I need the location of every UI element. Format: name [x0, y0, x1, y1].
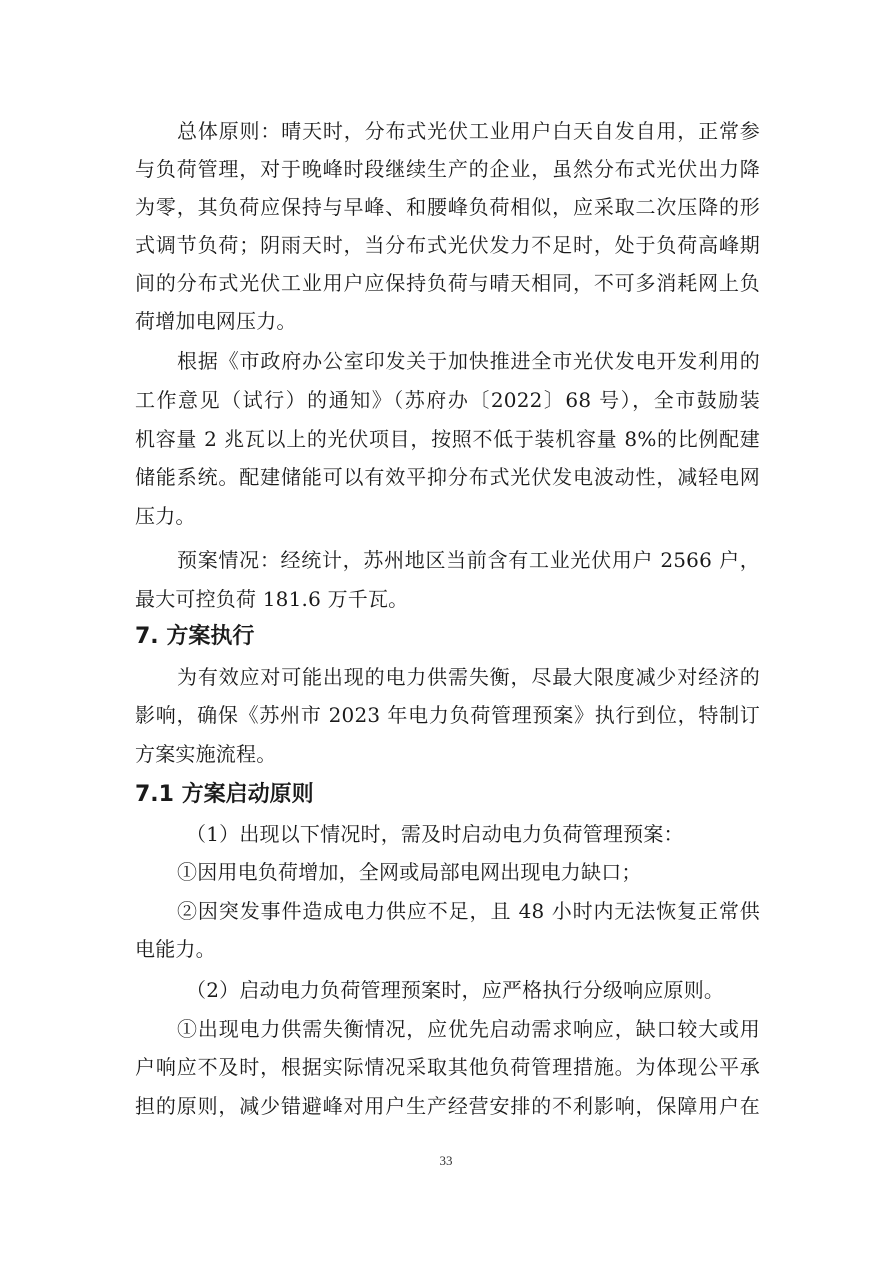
- text-line: 与负荷管理，对于晚峰时段继续生产的企业，虽然分布式光伏出力降: [135, 157, 760, 181]
- text-line: 式调节负荷；阴雨天时，当分布式光伏发力不足时，处于负荷高峰期: [135, 233, 760, 257]
- text-line: 户响应不及时，根据实际情况采取其他负荷管理措施。为体现公平承: [135, 1055, 760, 1079]
- text-line: 为零，其负荷应保持与早峰、和腰峰负荷相似，应采取二次压降的形: [135, 195, 760, 219]
- text-line: 方案实施流程。: [135, 742, 277, 766]
- text-line: 为有效应对可能出现的电力供需失衡，尽最大限度减少对经济的: [177, 665, 760, 689]
- text-line: 电能力。: [135, 937, 216, 961]
- list-item: ①出现电力供需失衡情况，应优先启动需求响应，缺口较大或用: [177, 1017, 760, 1041]
- text-line: 储能系统。配建储能可以有效平抑分布式光伏发电波动性，减轻电网: [135, 465, 760, 489]
- page-number: 33: [439, 1153, 453, 1168]
- section-heading: 7. 方案执行: [135, 624, 255, 649]
- text-line: 间的分布式光伏工业用户应保持负荷与晴天相同，不可多消耗网上负: [135, 271, 760, 295]
- list-item: （2）启动电力负荷管理预案时，应严格执行分级响应原则。: [186, 978, 725, 1002]
- text-line: 根据《市政府办公室印发关于加快推进全市光伏发电开发利用的: [177, 349, 760, 373]
- text-line: 荷增加电网压力。: [135, 309, 297, 333]
- text-line: 工作意见（试行）的通知》（苏府办〔2022〕68 号），全市鼓励装: [135, 388, 760, 412]
- text-line: 影响，确保《苏州市 2023 年电力负荷管理预案》执行到位，特制订: [135, 703, 760, 727]
- subsection-heading: 7.1 方案启动原则: [135, 782, 314, 807]
- list-item: ①因用电负荷增加，全网或局部电网出现电力缺口；: [177, 860, 642, 884]
- text-line: 担的原则，减少错避峰对用户生产经营安排的不利影响，保障用户在: [135, 1094, 760, 1118]
- text-line: 压力。: [135, 504, 196, 528]
- list-item: （1）出现以下情况时，需及时启动电力负荷管理预案：: [186, 822, 684, 846]
- list-item: ②因突发事件造成电力供应不足，且 48 小时内无法恢复正常供: [177, 899, 760, 923]
- text-line: 总体原则：晴天时，分布式光伏工业用户白天自发自用，正常参: [177, 119, 760, 143]
- text-line: 机容量 2 兆瓦以上的光伏项目，按照不低于装机容量 8%的比例配建: [135, 427, 760, 451]
- text-line: 预案情况：经统计，苏州地区当前含有工业光伏用户 2566 户，: [177, 548, 760, 572]
- text-line: 最大可控负荷 181.6 万千瓦。: [135, 587, 409, 611]
